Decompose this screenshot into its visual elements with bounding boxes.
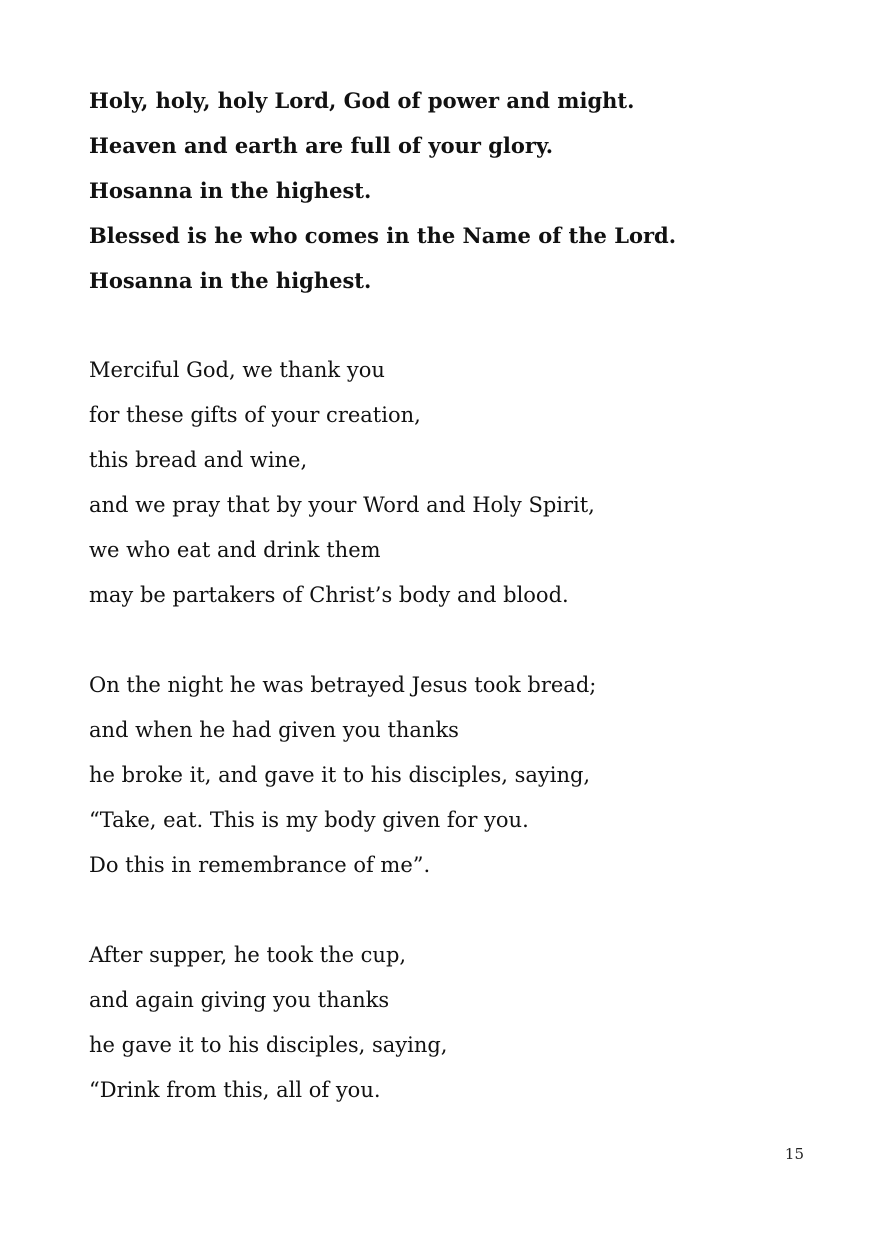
- text-line: he gave it to his disciples, saying,: [89, 1033, 448, 1057]
- text-line: and we pray that by your Word and Holy Spirit,: [89, 493, 595, 517]
- text-line: Do this in remembrance of me”.: [89, 853, 431, 877]
- sanctus-stanza: [89, 78, 676, 303]
- page-number: 15: [784, 1145, 804, 1163]
- text-line: Blessed is he who comes in the Name of the Lord.: [89, 223, 677, 248]
- thanksgiving-stanza: [89, 348, 595, 618]
- text-line: Holy, holy, holy Lord, God of power and might.: [89, 88, 635, 113]
- text-line: he broke it, and gave it to his disciples, saying,: [89, 763, 591, 787]
- text-line: “Take, eat. This is my body given for you.: [89, 808, 529, 832]
- cup-stanza: [89, 933, 448, 1113]
- text-line: may be partakers of Christ’s body and blood.: [89, 583, 569, 607]
- text-line: we who eat and drink them: [89, 538, 381, 562]
- text-line: “Drink from this, all of you.: [89, 1078, 381, 1102]
- text-line: Merciful God, we thank you: [89, 358, 385, 382]
- text-line: this bread and wine,: [89, 448, 308, 472]
- text-line: On the night he was betrayed Jesus took bread;: [89, 673, 597, 697]
- text-line: for these gifts of your creation,: [89, 403, 421, 427]
- text-line: and again giving you thanks: [89, 988, 390, 1012]
- bread-stanza: [89, 663, 596, 888]
- text-line: Heaven and earth are full of your glory.: [89, 133, 554, 158]
- text-line: and when he had given you thanks: [89, 718, 459, 742]
- text-line: After supper, he took the cup,: [89, 943, 407, 967]
- text-line: Hosanna in the highest.: [89, 268, 372, 293]
- text-line: Hosanna in the highest.: [89, 178, 372, 203]
